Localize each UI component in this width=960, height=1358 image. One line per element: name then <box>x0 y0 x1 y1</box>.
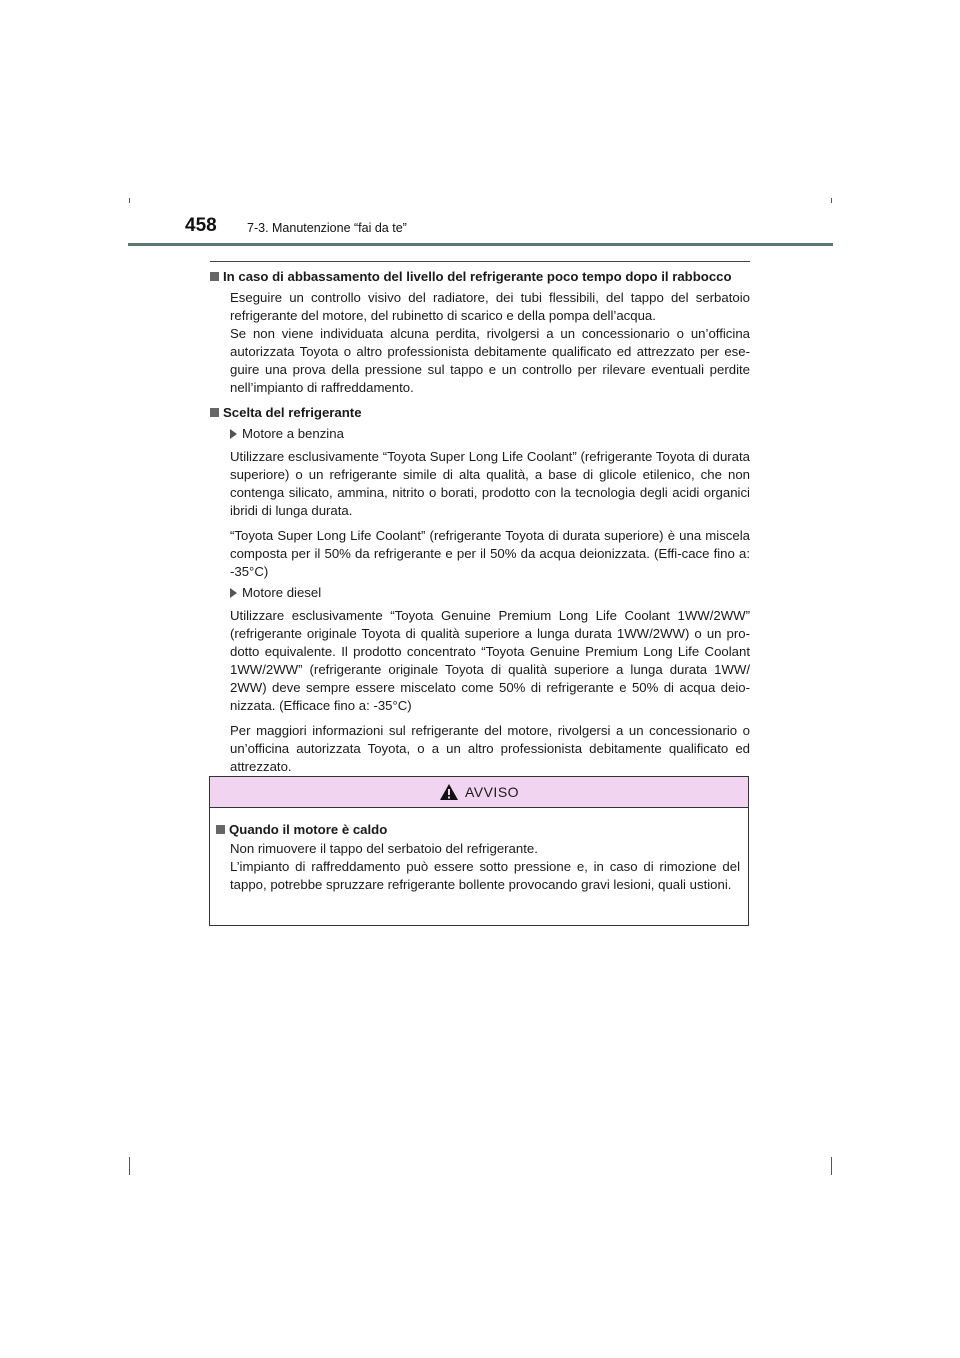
warning-title: AVVISO <box>464 784 520 800</box>
text-line: nell’impianto di raffreddamento. <box>230 380 414 395</box>
warning-box <box>209 776 749 926</box>
petrol-paragraph-2: “Toyota Super Long Life Coolant” (refrigerante Toyota di durata superiore) è una miscela composta per il 50% da refrigerante e per il 50% da acqua deionizzata. (Effi-cace fino a: -35°C) <box>230 528 750 579</box>
content-rule <box>210 261 750 262</box>
coolant-drop-paragraph <box>230 289 750 397</box>
warning-heading <box>216 821 740 839</box>
page-number: 458 <box>185 215 217 236</box>
warning-body <box>210 808 748 894</box>
closing-paragraph: Per maggiori informazioni sul refrigerante del motore, rivolgersi a un concessionario o un’officina autorizzata Toyota, o a un altro professionista debitamente qualificato ed attrezzato. <box>230 723 750 774</box>
text-line: refrigerante del motore, del rubinetto di scarico e della pompa dell’acqua. <box>230 308 656 323</box>
text-line: Se non viene individuata alcuna perdita, rivolgersi a un concessionario o un’officina <box>230 326 750 341</box>
section-heading-text: Scelta del refrigerante <box>223 405 362 420</box>
text-line: Eseguire un controllo visivo del radiatore, dei tubi flessibili, del tappo del serbatoio <box>230 290 750 305</box>
section-title: 7-3. Manutenzione “fai da te” <box>247 221 407 235</box>
subheading-text: Motore a benzina <box>242 426 344 441</box>
section-heading-coolant-choice <box>210 404 750 422</box>
subheading-petrol-engine <box>230 425 750 443</box>
section-heading-text: In caso di abbassamento del livello del refrigerante poco tempo dopo il rabbocco <box>223 269 732 284</box>
square-bullet-icon <box>210 272 219 281</box>
diesel-paragraph: Utilizzare esclusivamente “Toyota Genuine Premium Long Life Coolant 1WW/2WW” (refrigerante originale Toyota di qualità superiore a lunga durata 1WW/2WW) o un pro-dotto equivalente. Il prodotto concentrato “Toyota Genuine Premium Long Life Coolant 1WW/2WW” (refrigerante originale Toyota di qualità superiore a lunga durata 1WW/ 2WW) deve sempre essere miscelato come 50% di refrigerante e 50% di acqua deio-nizzata. (Efficace fino a: -35°C) <box>230 608 750 713</box>
crop-mark-top-left <box>129 198 130 203</box>
warning-triangle-icon <box>439 783 459 801</box>
crop-mark-bottom-left <box>129 1157 130 1175</box>
crop-mark-bottom-right <box>831 1157 832 1175</box>
text-line: autorizzata Toyota o altro professionista debitamente qualificato ed attrezzato per ese- <box>230 344 750 359</box>
warning-line-1: Non rimuovere il tappo del serbatoio del refrigerante. <box>230 841 538 856</box>
text-line: guire una prova della pressione sul tappo e un controllo per rilevare eventuali perdite <box>230 362 750 377</box>
subheading-text: Motore diesel <box>242 585 322 600</box>
crop-mark-top-right <box>831 198 832 203</box>
subheading-diesel-engine <box>230 584 750 602</box>
square-bullet-icon <box>216 825 225 834</box>
section-heading-coolant-drop <box>210 268 750 286</box>
warning-heading-text: Quando il motore è caldo <box>229 822 388 837</box>
warning-line-2: L’impianto di raffreddamento può essere sotto pressione e, in caso di rimozione del tappo, potrebbe spruzzare refrigerante bollente provocando gravi lesioni, quali ustioni. <box>230 859 740 892</box>
page-content <box>210 268 750 779</box>
triangle-bullet-icon <box>230 588 237 598</box>
triangle-bullet-icon <box>230 429 237 439</box>
warning-header <box>210 777 748 808</box>
petrol-paragraph-1: Utilizzare esclusivamente “Toyota Super Long Life Coolant” (refrigerante Toyota di durata superiore) o un refrigerante simile di alta qualità, a base di glicole etilenico, che non contenga silicato, ammina, nitrito o borati, prodotto con la tecnologia degli acidi organici ibridi di lunga durata. <box>230 449 750 518</box>
square-bullet-icon <box>210 408 219 417</box>
header-rule <box>128 243 833 246</box>
